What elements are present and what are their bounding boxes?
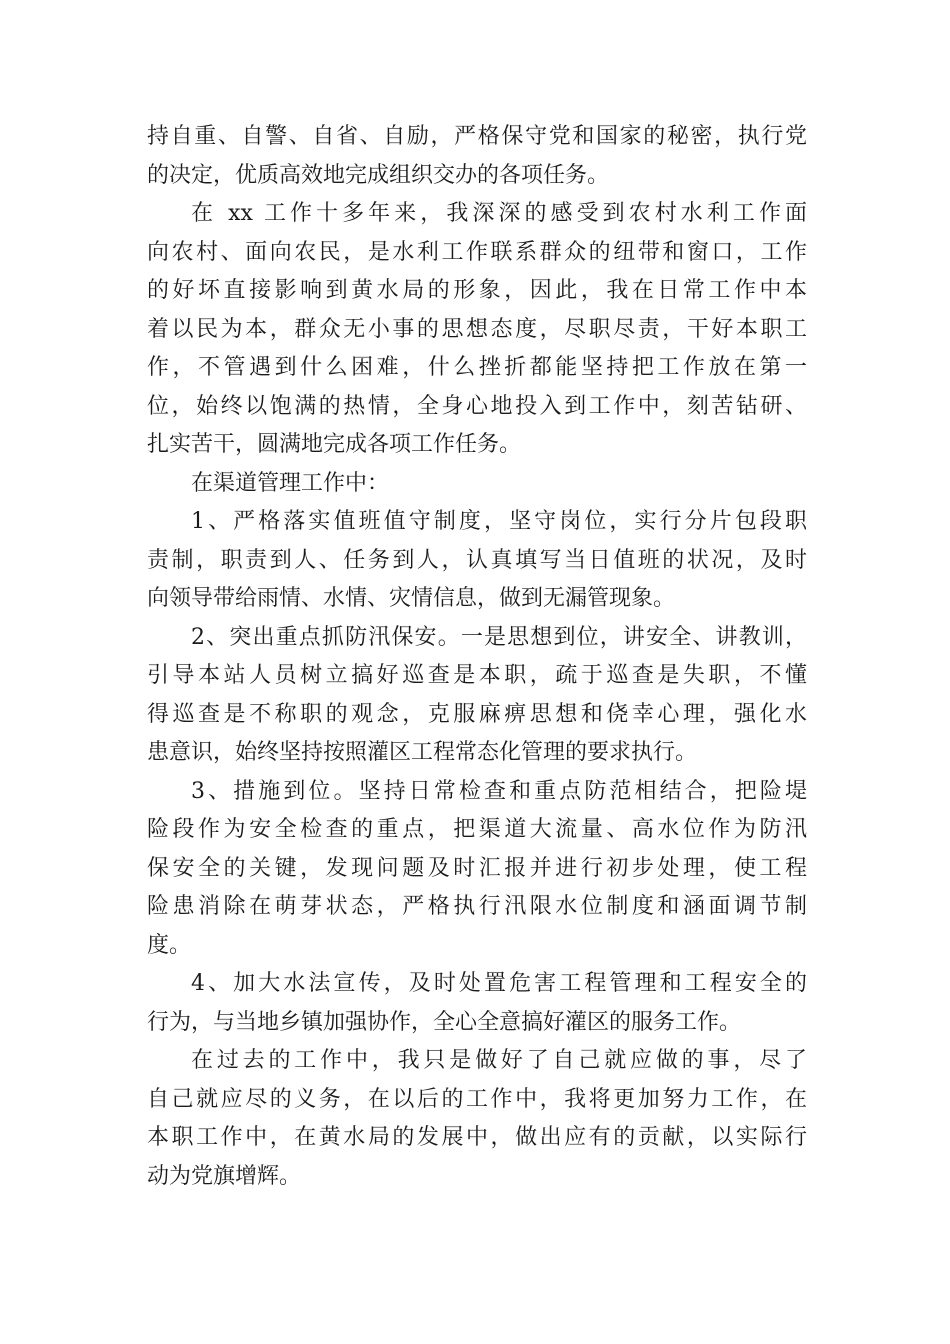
paragraph-2 — [147, 195, 807, 465]
text-line: 作，不管遇到什么困难，什么挫折都能坚持把工作放在第一 — [147, 355, 807, 380]
paragraph-5 — [147, 619, 807, 773]
text-line: 在过去的工作中，我只是做好了自己就应做的事，尽了 — [191, 1048, 807, 1073]
paragraph-1 — [147, 118, 807, 195]
text-line: 险段作为安全检查的重点，把渠道大流量、高水位作为防汛 — [147, 817, 807, 842]
text-line: 保安全的关键，发现问题及时汇报并进行初步处理，使工程 — [147, 855, 807, 881]
text-line: 4、加大水法宣传，及时处置危害工程管理和工程安全的 — [191, 971, 807, 996]
text-line: 位，始终以饱满的热情，全身心地投入到工作中，刻苦钻研、 — [147, 393, 807, 419]
text-line: 向领导带给雨情、水情、灾情信息，做到无漏管现象。 — [147, 586, 676, 611]
text-line: 自己就应尽的义务，在以后的工作中，我将更加努力工作，在 — [147, 1086, 807, 1112]
text-line: 动为党旗增辉。 — [147, 1163, 302, 1189]
document-body — [147, 118, 807, 1196]
text-line: 行为，与当地乡镇加强协作，全心全意搞好灌区的服务工作。 — [147, 1009, 742, 1035]
paragraph-8 — [147, 1042, 807, 1196]
text-line: 的决定，优质高效地完成组织交办的各项任务。 — [147, 162, 610, 188]
text-line: 持自重、自警、自省、自励，严格保守党和国家的秘密，执行党 — [147, 124, 807, 149]
text-line: 度。 — [147, 932, 192, 958]
text-line: 在渠道管理工作中： — [191, 470, 390, 496]
text-line: 2、突出重点抓防汛保安。一是思想到位，讲安全、讲教训， — [191, 624, 807, 650]
text-line: 向农村、面向农民，是水利工作联系群众的纽带和窗口，工作 — [147, 239, 807, 265]
text-line: 患意识，始终坚持按照灌区工程常态化管理的要求执行。 — [147, 740, 698, 765]
paragraph-7 — [147, 965, 807, 1042]
text-line: 扎实苦干，圆满地完成各项工作任务。 — [147, 432, 522, 457]
text-line: 责制，职责到人、任务到人，认真填写当日值班的状况，及时 — [147, 547, 807, 573]
paragraph-3 — [147, 465, 807, 504]
paragraph-4 — [147, 503, 807, 619]
text-line: 险患消除在萌芽状态，严格执行汛限水位制度和涵面调节制 — [147, 894, 807, 919]
text-line: 在 xx 工作十多年来，我深深的感受到农村水利工作面 — [191, 201, 807, 226]
text-line: 得巡查是不称职的观念，克服麻痹思想和侥幸心理，强化水 — [147, 701, 807, 727]
text-line: 着以民为本，群众无小事的思想态度，尽职尽责，干好本职工 — [147, 316, 807, 342]
paragraph-6 — [147, 773, 807, 966]
text-line: 3、措施到位。坚持日常检查和重点防范相结合，把险堤 — [191, 778, 807, 804]
text-line: 1、严格落实值班值守制度，坚守岗位，实行分片包段职 — [191, 509, 807, 534]
text-line: 的好坏直接影响到黄水局的形象，因此，我在日常工作中本 — [147, 278, 807, 303]
text-line: 引导本站人员树立搞好巡查是本职，疏于巡查是失职，不懂 — [147, 663, 807, 688]
text-line: 本职工作中，在黄水局的发展中，做出应有的贡献，以实际行 — [147, 1125, 807, 1150]
